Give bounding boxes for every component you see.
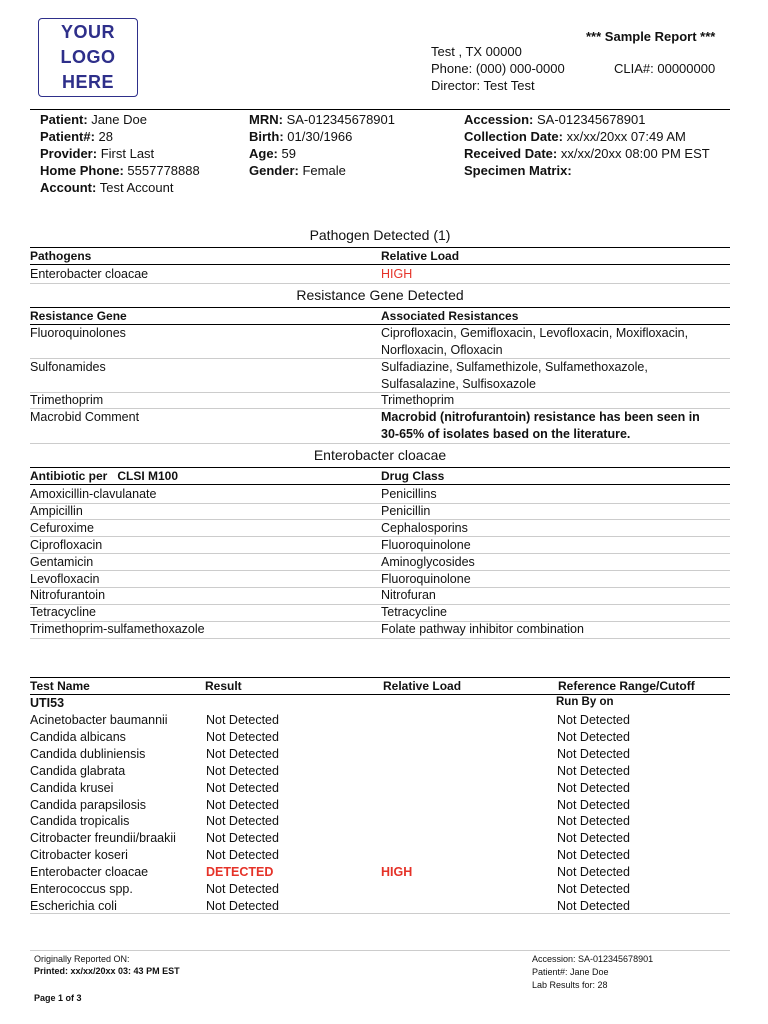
home-phone-row [40, 162, 200, 179]
page-number: Page 1 of 3 [34, 993, 82, 1003]
accession-row [464, 111, 710, 128]
test-reference: Not Detected [557, 713, 630, 727]
divider [30, 467, 730, 468]
test-reference: Not Detected [557, 848, 630, 863]
antibiotic-name: Gentamicin [30, 554, 94, 569]
test-relative-load: HIGH [381, 865, 413, 880]
specimen-matrix-row [464, 162, 710, 179]
test-result: Not Detected [206, 797, 279, 812]
resistance-gene: Sulfonamides [30, 360, 106, 374]
test-result: Not Detected [206, 746, 279, 761]
divider [30, 443, 730, 444]
test-reference: Not Detected [557, 814, 630, 829]
label: Patient: [40, 112, 88, 127]
patient-number-row [40, 128, 200, 145]
test-name: Escherichia coli [30, 898, 117, 913]
test-result: Not Detected [206, 814, 279, 829]
drug-class: Folate pathway inhibitor combination [381, 622, 584, 637]
divider [30, 553, 730, 554]
test-result: Not Detected [206, 763, 279, 778]
test-result: Not Detected [206, 729, 279, 744]
test-name: Candida parapsilosis [30, 797, 147, 812]
patient-info-col-1 [40, 111, 200, 196]
test-result: Not Detected [206, 780, 279, 795]
gender-row [249, 162, 395, 179]
divider [30, 570, 730, 571]
divider [30, 536, 730, 537]
logo-line-3: HERE [61, 72, 114, 92]
result-header: Result [205, 679, 242, 693]
divider [30, 677, 730, 678]
associated-resistances-header: Associated Resistances [381, 309, 519, 323]
resistance-gene: Trimethoprim [30, 393, 104, 407]
originally-reported: Originally Reported ON: [34, 954, 130, 964]
provider-row [40, 145, 200, 162]
line: 30-65% of isolates based on the literature. [381, 426, 631, 441]
footer-patient: Patient#: Jane Doe [532, 967, 609, 977]
line: Norfloxacin, Ofloxacin [381, 342, 503, 357]
label: Birth: [249, 129, 284, 144]
test-reference: Not Detected [557, 729, 630, 744]
divider [30, 484, 730, 485]
birth-row [249, 128, 395, 145]
footer-divider [30, 950, 730, 951]
test-result: Not Detected [206, 848, 279, 863]
resistance-section-title: Resistance Gene Detected [296, 287, 464, 303]
label: Collection Date: [464, 129, 563, 144]
received-date-row [464, 145, 710, 162]
line: Sulfadiazine, Sulfamethizole, Sulfamethoxazole, [381, 360, 648, 374]
patient-info-col-3 [464, 111, 710, 179]
test-reference: Not Detected [557, 797, 630, 812]
test-name: Citrobacter koseri [30, 848, 128, 863]
value: 59 [281, 146, 296, 161]
label: Received Date: [464, 146, 558, 161]
drug-class: Tetracycline [381, 605, 447, 620]
line: Sulfasalazine, Sulfisoxazole [381, 376, 536, 391]
drug-class: Cephalosporins [381, 520, 468, 535]
antibiotic-name: Trimethoprim-sulfamethoxazole [30, 622, 205, 637]
test-name: Candida glabrata [30, 763, 126, 778]
antibiotic-name: Ampicillin [30, 503, 83, 518]
logo-line-1: YOUR [60, 22, 115, 42]
antibiotic-name: Levofloxacin [30, 571, 100, 586]
label: Home Phone: [40, 163, 124, 178]
account-row [40, 179, 200, 196]
label: Provider: [40, 146, 98, 161]
value: SA-012345678901 [286, 112, 395, 127]
test-name: Citrobacter freundii/braakii [30, 831, 176, 846]
test-name-header: Test Name [30, 679, 90, 693]
label: Specimen Matrix: [464, 163, 572, 178]
test-reference: Not Detected [557, 882, 630, 896]
relative-load-header: Relative Load [383, 679, 462, 693]
antibiotic-name: Nitrofurantoin [30, 588, 106, 603]
test-reference: Not Detected [557, 898, 630, 913]
test-result: Not Detected [206, 898, 279, 913]
sample-report-label: *** Sample Report *** [586, 29, 716, 44]
header-divider [30, 109, 730, 110]
test-name: Candida dubliniensis [30, 746, 146, 761]
test-reference: Not Detected [557, 865, 630, 880]
value: 01/30/1966 [287, 129, 353, 144]
drug-class: Fluoroquinolone [381, 537, 471, 552]
lab-director: Director: Test Test [431, 78, 535, 93]
resistance-gene: Fluoroquinolones [30, 326, 126, 340]
divider [30, 587, 730, 588]
lab-address: Test , TX 00000 [431, 44, 522, 59]
test-name: Candida albicans [30, 729, 126, 744]
label: Age: [249, 146, 278, 161]
resistance-list: Trimethoprim [381, 393, 455, 407]
value: xx/xx/20xx 07:49 AM [566, 129, 686, 144]
collection-date-row [464, 128, 710, 145]
relative-load-header: Relative Load [381, 249, 460, 263]
panel-name: UTI53 [30, 696, 65, 710]
antibiotic-name: Ciprofloxacin [30, 537, 103, 552]
resistance-gene-header: Resistance Gene [30, 309, 127, 323]
test-result: Not Detected [206, 713, 279, 727]
resistance-list [381, 325, 688, 358]
test-reference: Not Detected [557, 746, 630, 761]
label: Gender: [249, 163, 299, 178]
divider [30, 638, 730, 639]
antibiotic-name: Tetracycline [30, 605, 96, 620]
resistance-gene: Macrobid Comment [30, 410, 140, 424]
reference-range-header: Reference Range/Cutoff [558, 679, 695, 693]
value: SA-012345678901 [537, 112, 646, 127]
lab-phone: Phone: (000) 000-0000 [431, 61, 565, 76]
test-name: Acinetobacter baumannii [30, 713, 168, 727]
pathogens-header: Pathogens [30, 249, 92, 263]
antibiotic-name: Amoxicillin-clavulanate [30, 487, 157, 501]
test-result: Not Detected [206, 831, 279, 846]
divider [30, 264, 730, 265]
test-name: Candida tropicalis [30, 814, 130, 829]
drug-class: Aminoglycosides [381, 554, 475, 569]
drug-class: Penicillin [381, 503, 431, 518]
value: xx/xx/20xx 08:00 PM EST [560, 146, 710, 161]
footer-accession: Accession: SA-012345678901 [532, 954, 654, 964]
antibiotic-header: Antibiotic per CLSI M100 [30, 469, 179, 483]
divider [30, 307, 730, 308]
footer-lab-results: Lab Results for: 28 [532, 980, 608, 990]
pathogen-load: HIGH [381, 267, 413, 281]
antibiotic-name: Cefuroxime [30, 520, 94, 535]
test-name: Enterobacter cloacae [30, 865, 149, 880]
drug-class: Penicillins [381, 487, 437, 501]
pathogen-name: Enterobacter cloacae [30, 267, 149, 281]
value: Test Account [99, 180, 174, 195]
label: MRN: [249, 112, 283, 127]
divider [30, 503, 730, 504]
label: Accession: [464, 112, 534, 127]
test-reference: Not Detected [557, 780, 630, 795]
test-reference: Not Detected [557, 831, 630, 846]
divider [30, 913, 730, 914]
label: Account: [40, 180, 97, 195]
drug-class: Fluoroquinolone [381, 571, 471, 586]
divider [30, 519, 730, 520]
label: Patient#: [40, 129, 95, 144]
macrobid-comment [381, 409, 700, 442]
test-result: Not Detected [206, 882, 279, 896]
divider [30, 694, 730, 695]
logo-placeholder [38, 18, 138, 97]
antibiotic-section-title: Enterobacter cloacae [313, 447, 447, 463]
value: Jane Doe [91, 112, 147, 127]
test-name: Enterococcus spp. [30, 882, 133, 896]
line: Macrobid (nitrofurantoin) resistance has been seen in [381, 410, 700, 424]
drug-class: Nitrofuran [381, 588, 436, 603]
test-result: DETECTED [206, 865, 274, 880]
resistance-list [381, 359, 648, 392]
divider [30, 283, 730, 284]
pathogen-section-title: Pathogen Detected (1) [309, 227, 451, 243]
divider [30, 604, 730, 605]
test-name: Candida krusei [30, 780, 114, 795]
logo-line-2: LOGO [60, 47, 116, 67]
mrn-row [249, 111, 395, 128]
age-row [249, 145, 395, 162]
printed-date: Printed: xx/xx/20xx 03: 43 PM EST [34, 966, 180, 976]
lab-clia: CLIA#: 00000000 [614, 61, 716, 76]
divider [30, 392, 730, 393]
test-reference: Not Detected [557, 763, 630, 778]
divider [30, 247, 730, 248]
value: 5557778888 [127, 163, 200, 178]
value: 28 [98, 129, 113, 144]
line: Ciprofloxacin, Gemifloxacin, Levofloxacin, Moxifloxacin, [381, 326, 689, 340]
patient-name-row [40, 111, 200, 128]
drug-class-header: Drug Class [381, 469, 445, 483]
run-by: Run By on [556, 696, 614, 708]
value: First Last [100, 146, 155, 161]
patient-info-col-2 [249, 111, 395, 179]
value: Female [302, 163, 346, 178]
